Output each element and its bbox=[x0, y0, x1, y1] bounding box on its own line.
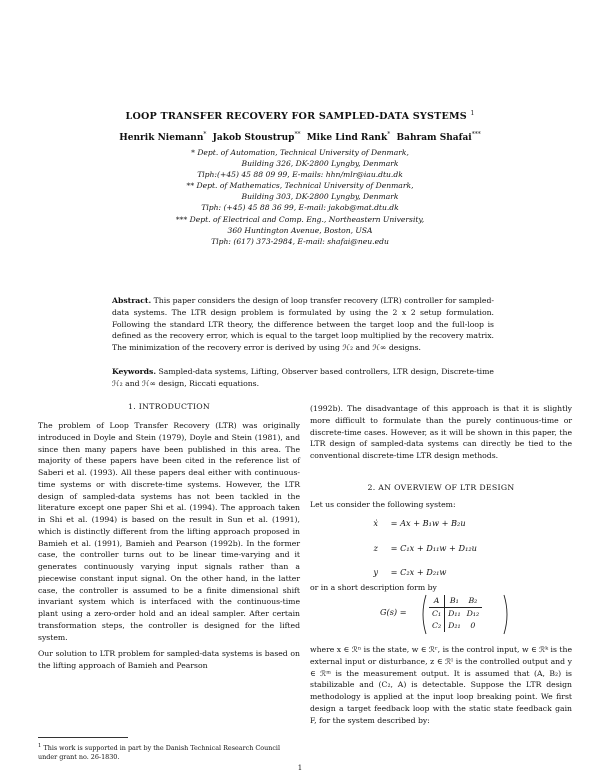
matrix-cell: C₂ bbox=[432, 621, 442, 630]
footnote-rule bbox=[38, 737, 128, 738]
affiliation-line: Building 303, DK-2800 Lyngby, Denmark bbox=[241, 192, 399, 202]
affiliation-line: Tlph:(+45) 45 88 09 99, E-mails: hhn/mlr@iau.dtu.dk bbox=[197, 170, 403, 180]
keywords bbox=[112, 366, 494, 390]
footnote-text: This work is supported in part by the Danish Technical Research Council under grant no. 26-1830. bbox=[38, 744, 280, 762]
affiliation-line: Building 326, DK-2800 Lyngby, Denmark bbox=[241, 159, 399, 169]
paragraph: where x ∈ ℛⁿ is the state, w ∈ ℛʳ, is the control input, w ∈ ℛᵏ is the external input or disturbance, z ∈ ℛˡ is the controlled output and y ∈ ℛᵐ is the measurement output. It is assumed that (A, B₂) is stabilizable and (C₂, A) is detectable. Suppose the LTR design methodology is applied at the input loop breaking point. We first design a target feedback loop with the static state feedback gain F, for the system described by: bbox=[310, 645, 572, 725]
affiliation-line: * Dept. of Automation, Technical University of Denmark, bbox=[191, 148, 409, 157]
equation-measurement: y = C₂x + D₂₁w bbox=[373, 567, 447, 577]
matrix-cell: B₁ bbox=[445, 595, 464, 608]
affiliation-line: *** Dept. of Electrical and Comp. Eng., Northeastern University, bbox=[175, 214, 425, 224]
page-number: 1 bbox=[297, 764, 303, 772]
abstract bbox=[112, 295, 494, 354]
left-column bbox=[38, 420, 300, 672]
matrix-cell: D₁₁ bbox=[445, 608, 464, 621]
matrix-cell: D₁₂ bbox=[466, 609, 480, 618]
abstract-text: This paper considers the design of loop transfer recovery (LTR) controller for sampled-data systems. The LTR design problem is formulated by using the 2 x 2 setup formulation. Following the standard LTR theory, the difference between the target loop and the full-loop is defined as the recovery error, which is equal to the target loop multiplied by the recovery matrix. The minimization of the recovery error is derived by using ℋ₂ and ℋ∞ designs. bbox=[112, 296, 494, 353]
affiliations bbox=[0, 147, 600, 247]
author-name: Mike Lind Rank bbox=[306, 133, 388, 143]
paragraph: The problem of Loop Transfer Recovery (LTR) was originally introduced in Doyle and Stein (1979), Doyle and Stein (1981), and since then many papers have been published in this area. The majority of these papers have been cited in the reference list of Saberi et al. (1993). All these papers deal either with continuous-time systems or with discrete-time systems. However, the LTR design of sampled-data systems has not been tackled in the literature except one paper Shi et al. (1994). The approach taken in Shi et al. (1994) is based on the result in Sun et al. (1991), which is distinctly different from the lifting approach proposed in Bamieh et al. (1991), Bamieh and Pearson (1992b). In the former case, the controller turns out to be linear time-varying and it generates continuously varying input signals rather than a piecewise constant input signal. On the other hand, in the latter case, the controller is assumed to be a finite dimensional shift invariant system which is interfaced with the continuous-time plant using a zero-order hold and an ideal sampler. After certain transformation steps, the controller is designed for the lifted system. bbox=[38, 421, 300, 642]
affiliation-line: Tlph: (+45) 45 88 36 99, E-mail: jakob@mat.dtu.dk bbox=[201, 203, 399, 213]
author-name: Jakob Stoustrup bbox=[212, 133, 295, 143]
paragraph: or in a short description form by bbox=[310, 583, 437, 592]
footnote bbox=[38, 742, 300, 762]
matrix-cell: D₂₁ bbox=[445, 620, 464, 632]
affiliation-line: Tlph: (617) 373-2984, E-mail: shafai@neu.edu bbox=[211, 236, 389, 246]
matrix-cell: 0 bbox=[470, 621, 476, 630]
equation-output: z = C₁x + D₁₁w + D₁₂u bbox=[373, 543, 477, 553]
matrix-cell: A bbox=[429, 595, 445, 608]
author-list: Henrik Niemann* Jakob Stoustrup** Mike Lind Rank* Bahram Shafai*** bbox=[119, 131, 481, 143]
section-heading: 2. AN OVERVIEW OF LTR DESIGN bbox=[367, 483, 515, 492]
keywords-text: Sampled-data systems, Lifting, Observer based controllers, LTR design, Discrete-time ℋ₂ and ℋ∞ design, Riccati equations. bbox=[112, 367, 494, 388]
affiliation-line: 360 Huntington Avenue, Boston, USA bbox=[227, 225, 373, 235]
keywords-label: Keywords. bbox=[112, 367, 157, 376]
footnote-mark: 1 bbox=[38, 743, 42, 749]
paragraph: Our solution to LTR problem for sampled-data systems is based on the lifting approach of Bamieh and Pearson bbox=[38, 649, 300, 670]
matrix-cell: C₁ bbox=[432, 609, 442, 618]
author-name: Henrik Niemann bbox=[119, 133, 204, 143]
transfer-function-lhs: G(s) = bbox=[380, 607, 407, 617]
author-name: Bahram Shafai bbox=[396, 133, 472, 143]
matrix-cell: B₂ bbox=[464, 595, 483, 608]
paragraph: (1992b). The disadvantage of this approach is that it is slightly more difficult to formulate than the purely continuous-time or discrete-time cases. However, as it will be shown in this paper, the LTR design of sampled-data systems can directly be tied to the conventional discrete-time LTR design methods. bbox=[310, 404, 572, 460]
paper-title: LOOP TRANSFER RECOVERY FOR SAMPLED-DATA SYSTEMS $^1$ bbox=[125, 110, 475, 123]
abstract-label: Abstract. bbox=[112, 296, 152, 305]
equation-state: ẋ = Ax + B₁w + B₂u bbox=[373, 518, 466, 528]
affiliation-line: ** Dept. of Mathematics, Technical University of Denmark, bbox=[186, 181, 414, 191]
system-matrix bbox=[420, 593, 510, 636]
paragraph: Let us consider the following system: bbox=[310, 500, 456, 509]
section-heading: 1. INTRODUCTION bbox=[127, 402, 211, 411]
